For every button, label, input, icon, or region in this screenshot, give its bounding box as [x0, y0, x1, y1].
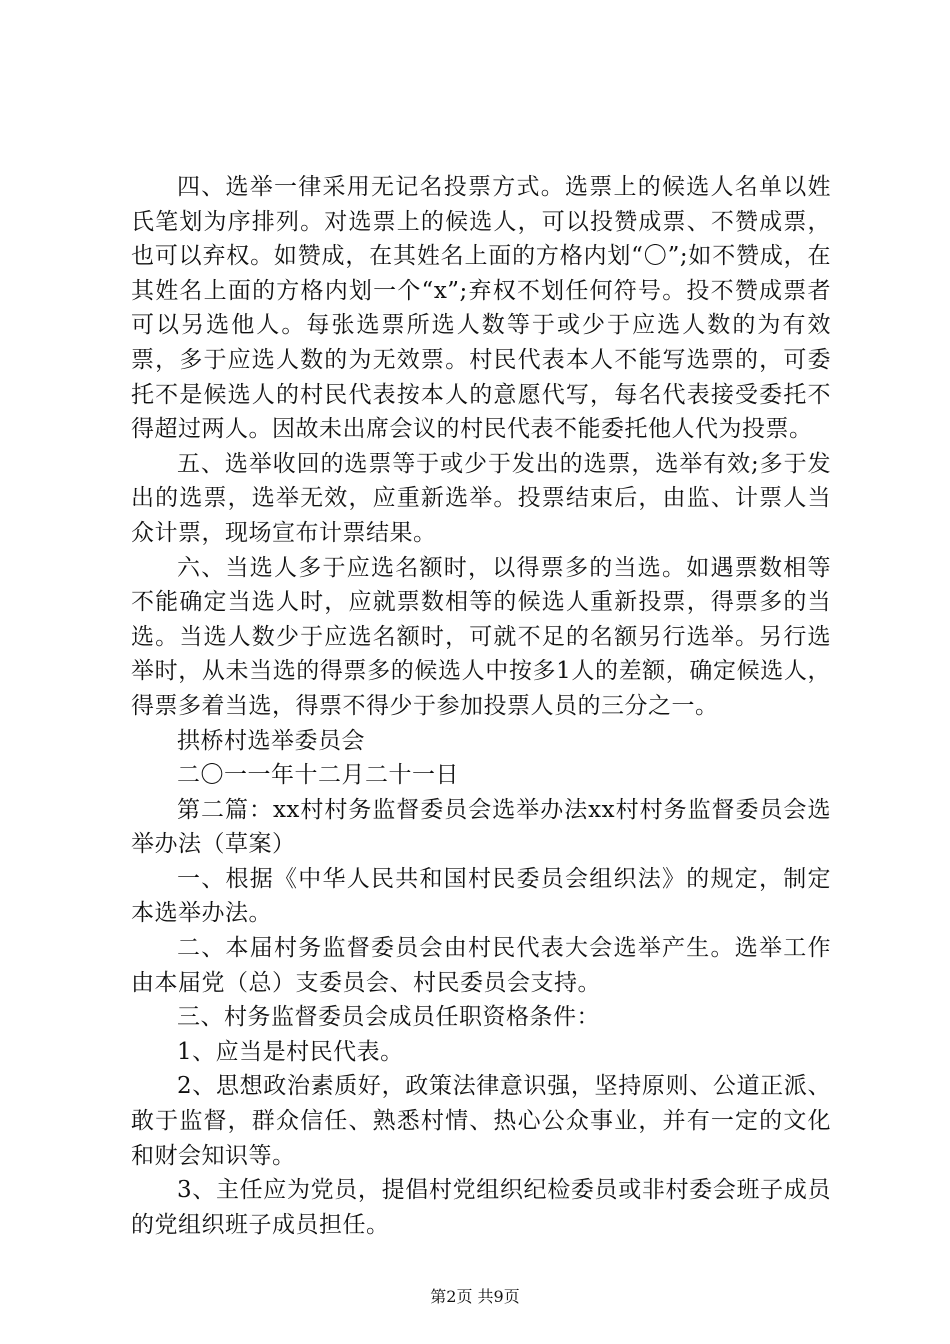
paragraph-condition-2: 2、思想政治素质好，政策法律意识强，坚持原则、公道正派、敢于监督，群众信任、熟悉村情、热心公众事业，并有一定的文化和财会知识等。	[131, 1073, 831, 1169]
paragraph-item-2: 二、本届村务监督委员会由村民代表大会选举产生。选举工作由本届党（总）支委员会、村民委员会支持。	[131, 935, 831, 996]
section-heading-part-2: 第二篇：xx村村务监督委员会选举办法xx村村务监督委员会选举办法（草案）	[131, 796, 831, 858]
paragraph-article-5: 五、选举收回的选票等于或少于发出的选票，选举有效;多于发出的选票，选举无效，应重新选举。投票结束后，由监、计票人当众计票，现场宣布计票结果。	[131, 450, 831, 546]
signature-committee: 拱桥村选举委员会	[177, 727, 365, 754]
paragraph-item-3: 三、村务监督委员会成员任职资格条件：	[177, 1004, 600, 1031]
page-footer	[0, 1284, 950, 1307]
paragraph-article-4: 四、选举一律采用无记名投票方式。选票上的候选人名单以姓氏笔划为序排列。对选票上的候选人，可以投赞成票、不赞成票，也可以弃权。如赞成，在其姓名上面的方格内划“〇”;如不赞成，在其姓名上面的方格内划一个“x”;弃权不划任何符号。投不赞成票者可以另选他人。每张选票所选人数等于或少于应选人数的为有效票，多于应选人数的为无效票。村民代表本人不能写选票的，可委托不是候选人的村民代表按本人的意愿代写，每名代表接受委托不得超过两人。因故未出席会议的村民代表不能委托他人代为投票。	[131, 174, 831, 443]
paragraph-article-6: 六、当选人多于应选名额时，以得票多的当选。如遇票数相等不能确定当选人时，应就票数相等的候选人重新投票，得票多的当选。当选人数少于应选名额时，可就不足的名额另行选举。另行选举时，从未当选的得票多的候选人中按多1人的差额，确定候选人，得票多着当选，得票不得少于参加投票人员的三分之一。	[131, 554, 831, 719]
document-body	[131, 170, 831, 1242]
paragraph-condition-1: 1、应当是村民代表。	[177, 1038, 404, 1065]
paragraph-item-1: 一、根据《中华人民共和国村民委员会组织法》的规定，制定本选举办法。	[131, 865, 831, 927]
paragraph-condition-3: 3、主任应为党员，提倡村党组织纪检委员或非村委会班子成员的党组织班子成员担任。	[131, 1177, 831, 1238]
signature-date: 二〇一一年十二月二十一日	[177, 762, 459, 789]
page-number: 第2页 共9页	[430, 1287, 520, 1306]
